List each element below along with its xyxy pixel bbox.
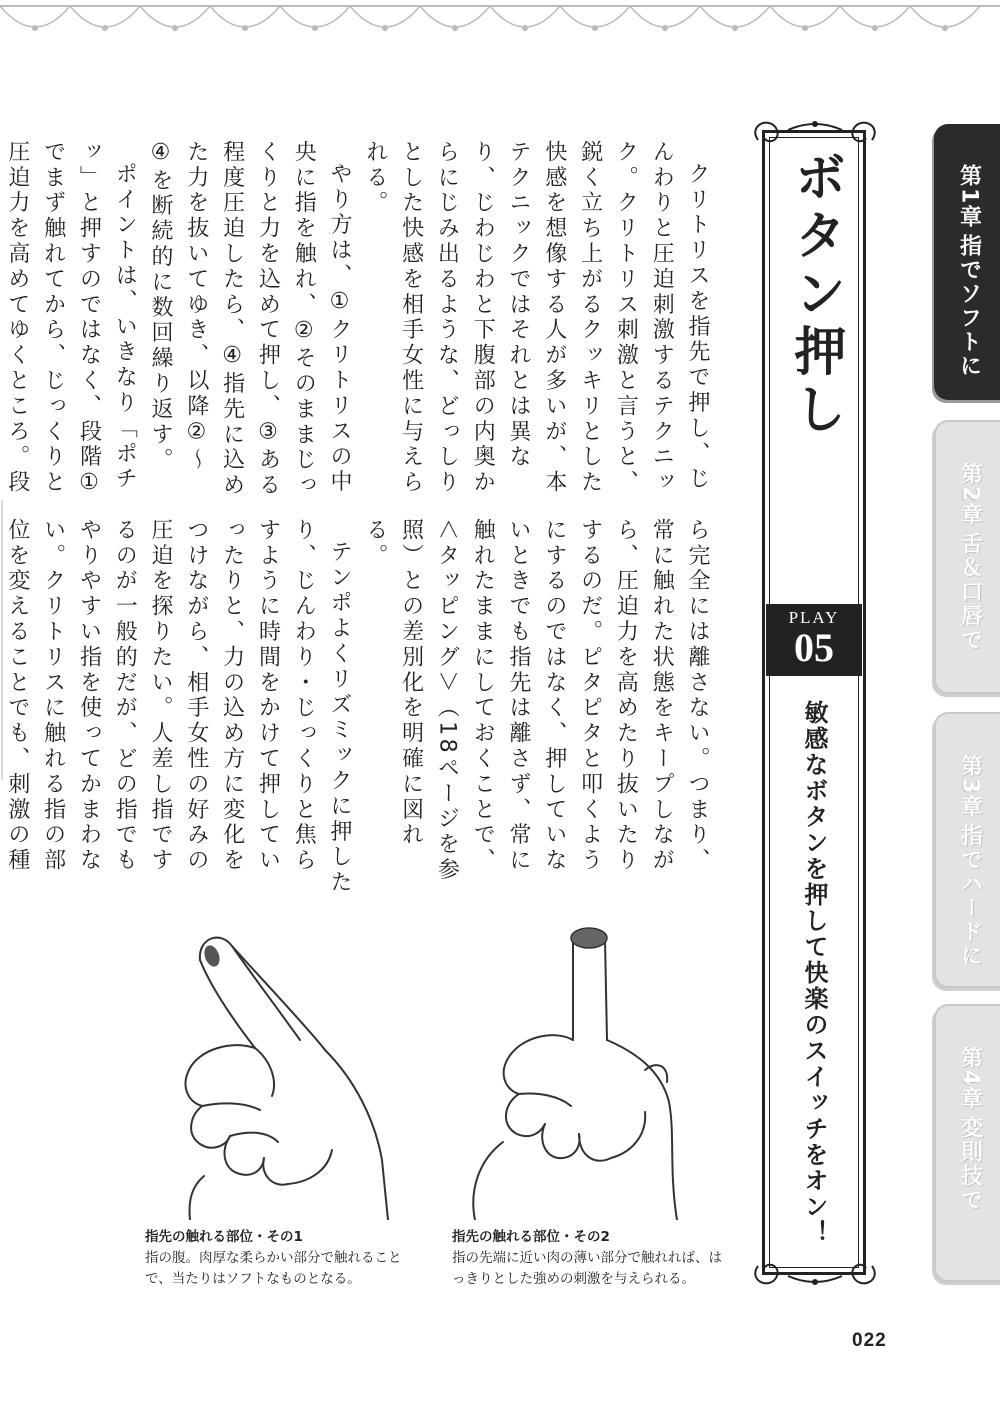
body-text-lower [4,518,715,898]
play-number: 05 [794,625,834,670]
page-number: 022 [852,1330,887,1351]
subtitle: 敏感なボタンを押して快楽のスイッチをオン！ [800,700,828,1246]
top-ornament [0,0,1000,60]
paragraph: ら完全には離さない。つまり、常に触れた状態をキープしながら、圧迫力を高めたり抜いたりするのだ。ピタピタと叩くようにするのではなく、押していないときでも指先は離さず、常に触れたままにしておくことで、＜タッピング＞（18ページを参照）との差別化を明確に図れる。 [362,518,710,883]
tab-chapter-2[interactable] [934,420,1000,694]
fingertip-illustration [455,920,715,1220]
play-badge [766,604,862,676]
tab-chapter-1-title: 指でソフトに [956,234,982,378]
tab-chapter-1[interactable] [934,124,1000,400]
frame-bottom-flourish [748,1250,882,1290]
caption-1-title: 指先の触れる部位・その1 [145,1229,303,1245]
paragraph: テンポよくリズミックに押したり、じんわり・じっくりと焦らすように時間をかけて押していったりと、力の込め方に変化をつけながら、相手女性の好みの圧迫を探りたい。人差し指でするのが一般的だが、どの指でもやりやすい指を使ってかまわない。クリトリスに触れる指の部位を変えることでも、刺激の種 [4,518,353,896]
tab-chapter-4-number: 第4章 [957,1046,983,1112]
caption-1 [145,1227,415,1290]
play-label: PLAY [788,608,840,627]
tab-chapter-2-number: 第2章 [957,462,983,528]
page-title: ボタン押し [785,150,845,440]
margin-rule [1,500,3,780]
caption-2-text: 指の先端に近い肉の薄い部分で触れれば、はっきりとした強めの刺激を与えられる。 [452,1250,722,1287]
caption-1-text: 指の腹。肉厚な柔らかい部分で触れることで、当たりはソフトなものとなる。 [145,1250,402,1287]
tab-chapter-4[interactable] [934,1004,1000,1282]
paragraph: やり方は、①クリトリスの中央に指を触れ、②そのままじっくりと力を込めて押し、③ある程度圧迫したら、④指先に込めた力を抜いてゆき、以降②～④を断続的に数回繰り返す。 [148,140,353,499]
caption-2 [452,1227,722,1290]
tab-chapter-4-title: 変則技で [957,1116,983,1212]
paragraph: ポイントは、いきなり「ポチッ」と押すのではなく、段階①でまず触れてから、じっくりと圧迫力を高めてゆくところ。段 [4,140,138,499]
caption-2-title: 指先の触れる部位・その2 [452,1229,610,1245]
body-text-upper [4,140,715,500]
tab-chapter-2-title: 舌＆口唇で [957,532,983,652]
finger-pad-illustration [160,920,410,1220]
paragraph: クリトリスを指先で押し、じんわりと圧迫刺激するテクニック。クリトリス刺激と言うと、鋭く立ち上がるクッキリとした快感を想像する人が多いが、本テクニックではそれとは異なり、じわじわと下腹部の内奥からにじみ出るような、どっしりとした快感を相手女性に与えられる。 [362,140,710,496]
tab-chapter-3-title: 指でハードに [957,824,983,968]
tab-chapter-3-number: 第3章 [957,754,983,820]
tab-chapter-1-number: 第1章 [956,164,982,230]
tab-chapter-3[interactable] [934,712,1000,988]
